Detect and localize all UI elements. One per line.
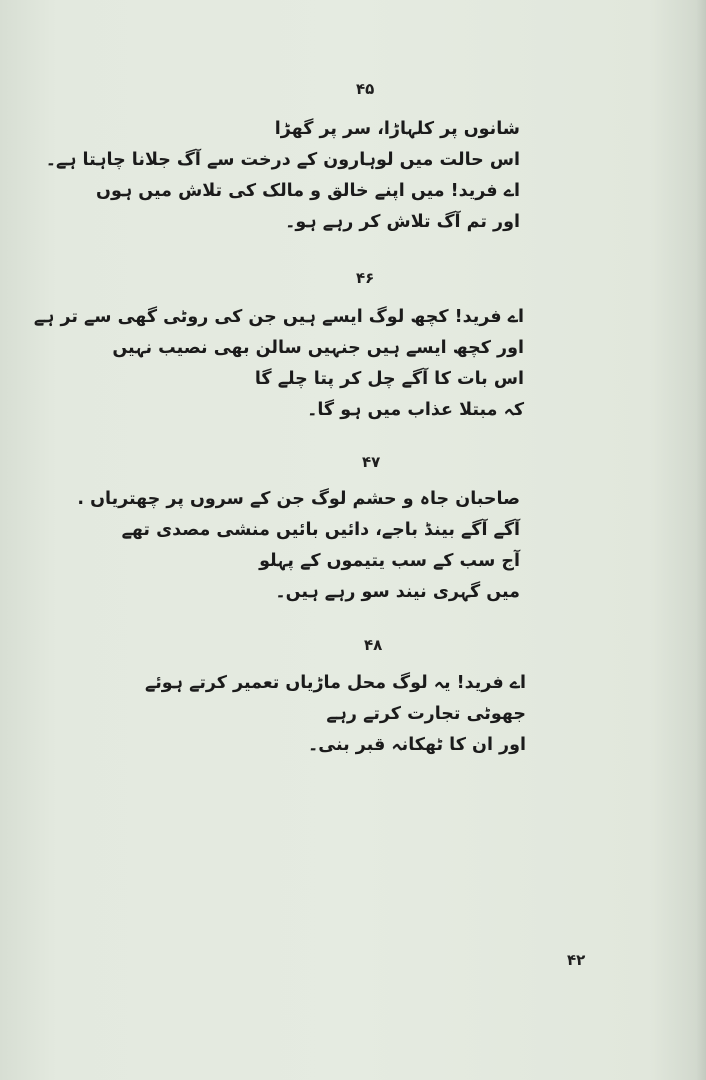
poem-line: میں گہری نیند سو رہے ہیں۔ [275,582,520,602]
poem-line: اس بات کا آگے چل کر پتا چلے گا [254,369,524,389]
poem-line: اور کچھ ایسے ہیں جنہیں سالن بھی نصیب نہیں [112,338,524,358]
poem-number: ۴۶ [356,269,375,287]
poem-line: صاحبان جاہ و حشم لوگ جن کے سروں پر چھتریاں . [77,489,520,509]
poem-line: اور ان کا ٹھکانہ قبر بنی۔ [308,735,526,755]
poem-stanza [77,484,520,608]
poem-number: ۴۵ [356,80,375,98]
poem-line: آگے آگے بینڈ باجے، دائیں بائیں منشی مصدی تھے [121,520,520,540]
poem-line: اے فرید! کچھ لوگ ایسے ہیں جن کی روٹی گھی سے تر ہے [33,307,524,327]
poem-line: اور تم آگ تلاش کر رہے ہو۔ [285,212,520,232]
page-number: ۴۲ [567,951,586,969]
poem-line: کہ مبتلا عذاب میں ہو گا۔ [307,400,524,420]
poem-number: ۴۷ [362,453,381,471]
poem-number: ۴۸ [364,636,383,654]
poem-line: شانوں پر کلہاڑا، سر پر گھڑا [274,119,520,139]
poem-line: آج سب کے سب یتیموں کے پہلو [259,551,520,571]
poem-stanza [46,114,520,238]
poem-stanza [34,302,524,426]
poem-stanza [145,668,526,761]
poem-line: اے فرید! یہ لوگ محل ماڑیاں تعمیر کرتے ہوئے [144,673,526,693]
poem-line: اس حالت میں لوہارون کے درخت سے آگ جلانا چاہتا ہے۔ [45,150,520,170]
poem-line: اے فرید! میں اپنے خالق و مالک کی تلاش میں ہوں [96,181,520,201]
poem-line: جھوٹی تجارت کرتے رہے [326,704,526,724]
